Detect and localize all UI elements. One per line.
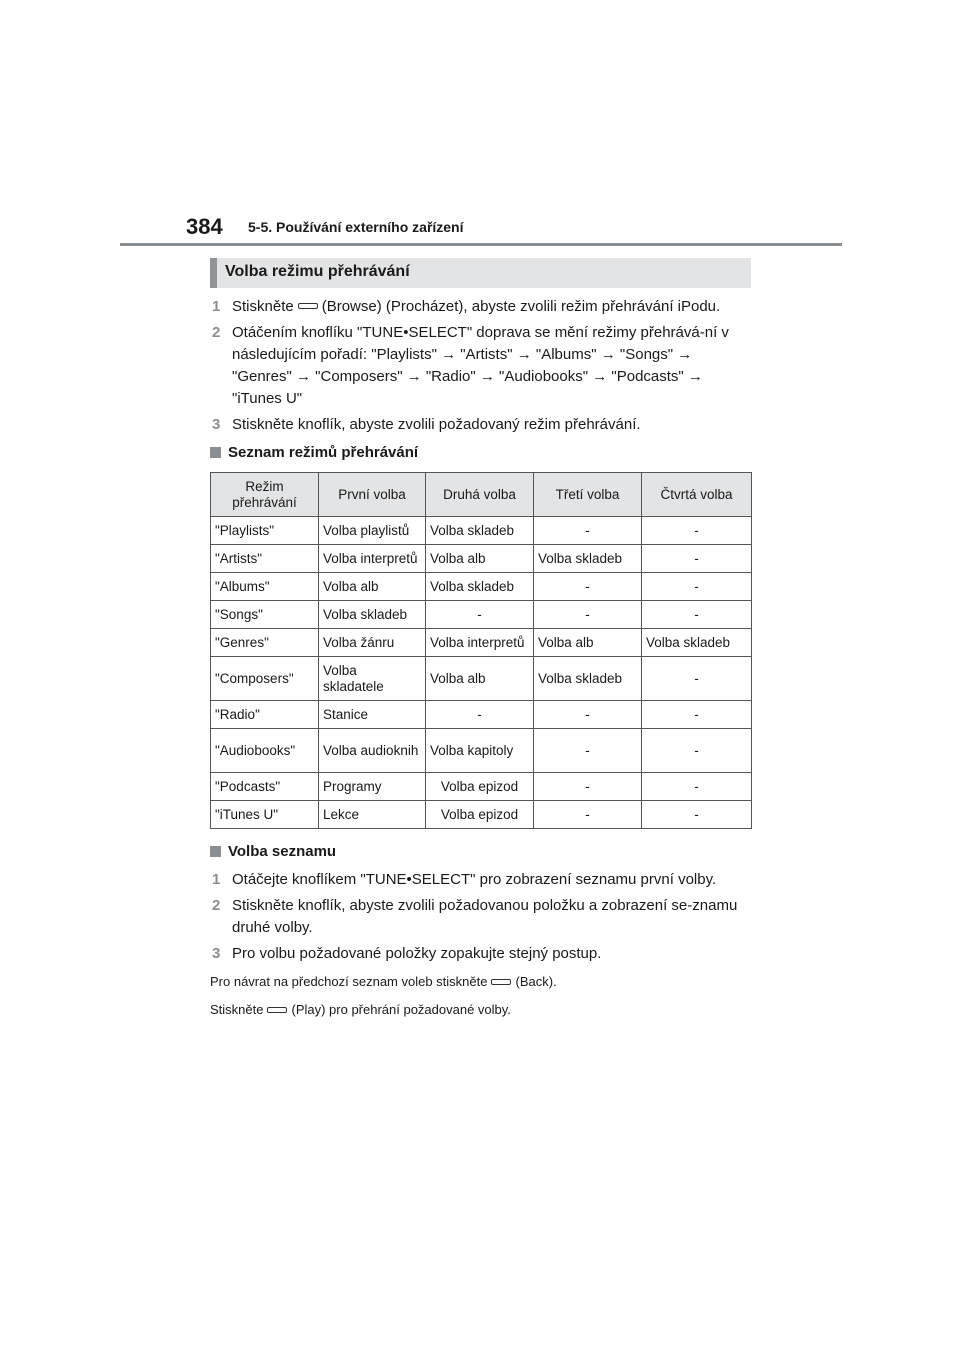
table-header-cell: První volba [319,473,426,517]
table-cell: Volba alb [319,573,426,601]
list-step-2 [210,895,751,939]
table-cell: "Artists" [211,545,319,573]
step-text-after: (Browse) (Procházet), abyste zvolili režim přehrávání iPodu. [321,298,721,315]
header-rule [120,243,842,246]
table-cell: Volba interpretů [426,629,534,657]
button-icon [298,303,318,309]
section-heading: Volba režimu přehrávání [210,258,751,288]
step-text: Pro volbu požadované položky zopakujte stejný postup. [232,945,602,962]
table-cell: - [534,801,642,829]
table-row [211,701,752,729]
table-cell: Volba skladeb [642,629,752,657]
note-text-after: (Back). [515,974,557,989]
table-cell: Volba epizod [426,801,534,829]
table-cell: "Composers" [211,657,319,701]
table-cell: - [534,573,642,601]
table-row [211,517,752,545]
list-step-3 [210,943,751,965]
table-header-row [211,473,752,517]
step-number: 2 [212,897,221,914]
note-text-after: (Play) pro přehrání požadované volby. [291,1002,511,1017]
note-text-before: Stiskněte [210,1002,264,1017]
table-cell: Programy [319,773,426,801]
step-text: Otáčením knoflíku "TUNE•SELECT" doprava se mění režimy přehrává-ní v následujícím pořadí: "Playlists" → "Artists" → "Albums" → "Songs" → "Genres" → "Composers" → "Radio" → "Audiobooks" → "Podcasts" → "iTunes U" [232,324,729,407]
table-cell: - [534,729,642,773]
step-text: Stiskněte knoflík, abyste zvolili požadovanou položku a zobrazení se-znamu druhé volby. [232,897,738,936]
step-number: 3 [212,416,221,433]
table-row [211,601,752,629]
step-text: Otáčejte knoflíkem "TUNE•SELECT" pro zobrazení seznamu první volby. [232,871,717,888]
table-row [211,729,752,773]
note-back [210,973,751,991]
table-cell: "Audiobooks" [211,729,319,773]
table-cell: Volba playlistů [319,517,426,545]
table-cell: - [534,517,642,545]
table-cell: "Songs" [211,601,319,629]
mode-step-1 [210,296,751,318]
table-cell: - [642,729,752,773]
table-cell: "Podcasts" [211,773,319,801]
table-cell: - [642,773,752,801]
table-cell: Volba žánru [319,629,426,657]
step-number: 1 [212,871,221,888]
square-bullet-icon [210,846,221,857]
list-selection-heading-text: Volba seznamu [228,843,337,860]
button-icon [491,979,511,985]
list-selection-heading [210,841,751,863]
table-cell: Volba interpretů [319,545,426,573]
table-header-cell: Druhá volba [426,473,534,517]
table-cell: "Radio" [211,701,319,729]
page-number: 384 [186,214,223,239]
table-row [211,545,752,573]
table-cell: - [534,701,642,729]
table-cell: Volba skladeb [426,517,534,545]
step-number: 1 [212,298,221,315]
step-text-before: Stiskněte [232,298,294,315]
table-cell: - [642,657,752,701]
table-row [211,629,752,657]
list-step-1 [210,869,751,891]
mode-step-2 [210,322,751,410]
square-bullet-icon [210,447,221,458]
table-row [211,773,752,801]
table-cell: Volba skladeb [534,545,642,573]
table-header-cell: Režim přehrávání [211,473,319,517]
table-cell: Lekce [319,801,426,829]
table-cell: Volba audioknih [319,729,426,773]
table-cell: Volba skladeb [534,657,642,701]
table-row [211,657,752,701]
table-header-cell: Čtvrtá volba [642,473,752,517]
table-cell: - [534,773,642,801]
table-cell: - [642,517,752,545]
content [210,296,751,1029]
table-cell: Volba alb [426,545,534,573]
table-cell: - [426,701,534,729]
table-cell: "iTunes U" [211,801,319,829]
table-cell: - [642,701,752,729]
table-cell: Volba alb [534,629,642,657]
table-row [211,573,752,601]
table-cell: Volba skladatele [319,657,426,701]
list-heading [210,442,751,464]
table-cell: Volba skladeb [426,573,534,601]
table-header-cell: Třetí volba [534,473,642,517]
mode-step-3 [210,414,751,436]
table-cell: - [642,801,752,829]
table-row [211,801,752,829]
table-cell: - [642,545,752,573]
table-cell: Volba kapitoly [426,729,534,773]
list-heading-text: Seznam režimů přehrávání [228,444,419,461]
chapter-title: 5-5. Používání externího zařízení [248,219,464,235]
note-text-before: Pro návrat na předchozí seznam voleb stiskněte [210,974,488,989]
table-cell: - [426,601,534,629]
table-cell: - [642,601,752,629]
table-cell: "Genres" [211,629,319,657]
table-cell: - [642,573,752,601]
playback-modes-table [210,472,752,829]
table-cell: Volba skladeb [319,601,426,629]
step-text: Stiskněte knoflík, abyste zvolili požadovaný režim přehrávání. [232,416,641,433]
table-cell: Volba alb [426,657,534,701]
table-cell: "Playlists" [211,517,319,545]
note-play [210,1001,751,1019]
table-cell: "Albums" [211,573,319,601]
table-cell: - [534,601,642,629]
table-cell: Volba epizod [426,773,534,801]
button-icon [267,1007,287,1013]
step-number: 2 [212,324,221,341]
table-cell: Stanice [319,701,426,729]
step-number: 3 [212,945,221,962]
